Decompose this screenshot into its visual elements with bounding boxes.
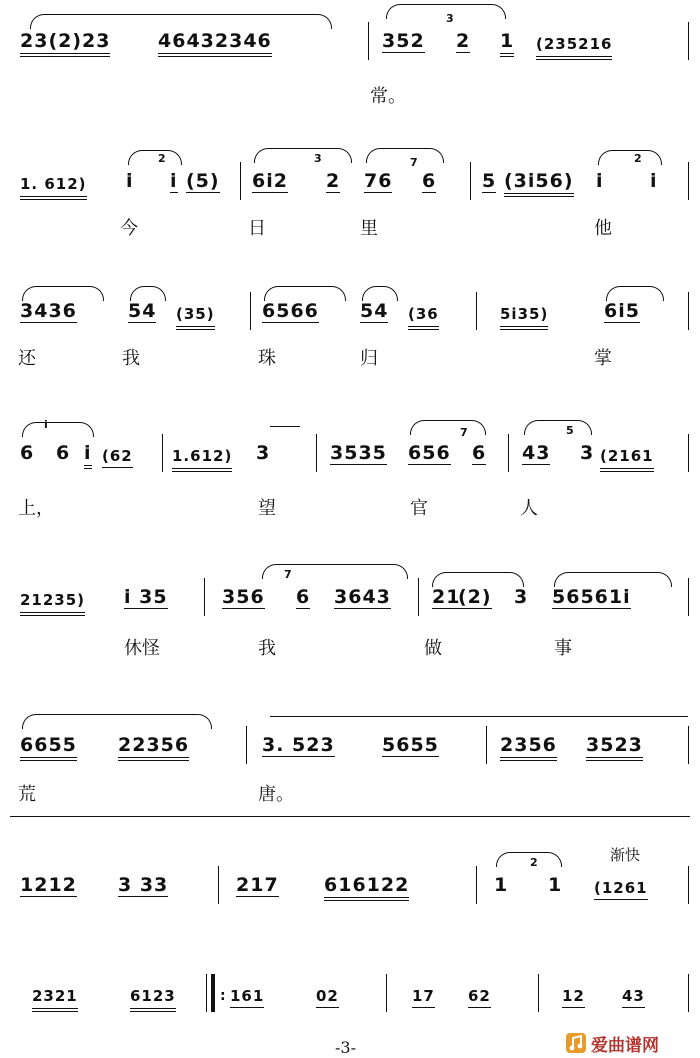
lyric: 日	[248, 218, 266, 239]
barline	[162, 434, 163, 472]
grace-note: 3	[314, 152, 322, 165]
barline	[240, 162, 241, 200]
note-group: 352	[382, 30, 425, 52]
note-group: :	[220, 988, 227, 1004]
barline	[246, 726, 247, 764]
lyrics-line	[0, 634, 700, 660]
watermark-logo	[565, 1030, 700, 1056]
note-group: 6	[422, 170, 437, 192]
lyric: 事	[554, 638, 572, 659]
barline	[418, 578, 419, 616]
note-group: 6	[296, 586, 311, 608]
lyric: 常。	[370, 86, 406, 107]
barline	[368, 22, 369, 60]
note-group: 5i35)	[500, 303, 548, 330]
note-group: 22356	[118, 734, 189, 761]
note-group: 616122	[324, 874, 409, 901]
notes-line	[0, 982, 700, 1022]
barline	[470, 162, 471, 200]
lyric: 掌	[594, 348, 612, 369]
note-group: 2321	[32, 985, 78, 1012]
note-group: 1	[500, 30, 514, 57]
lyric: 荒	[18, 784, 36, 805]
slur	[598, 150, 662, 165]
note-group: 62	[468, 985, 491, 1008]
note-group: 6566	[262, 300, 319, 322]
tempo-marking: 渐快	[610, 846, 641, 864]
note-group: (1261	[594, 877, 648, 900]
lyric: 我	[258, 638, 276, 659]
slur	[496, 852, 562, 867]
note-group: 2	[326, 170, 341, 192]
slur	[22, 422, 94, 437]
lyrics-line	[0, 494, 700, 520]
note-group: 3 33	[118, 874, 169, 896]
slur	[606, 286, 664, 301]
slur	[410, 420, 486, 435]
lyric: 今	[120, 218, 138, 239]
notes-line	[0, 418, 700, 482]
note-group: 1. 612)	[20, 173, 87, 200]
lyric: 归	[360, 348, 378, 369]
note-group: i	[84, 442, 92, 469]
note-group: 21	[432, 586, 461, 608]
lyric: 休怪	[124, 638, 160, 659]
lyric: 做	[424, 638, 442, 659]
note-group: 1	[548, 874, 563, 896]
slur	[270, 426, 300, 428]
lyrics-line	[0, 780, 700, 806]
grace-note: 2	[158, 152, 166, 165]
note-group: i	[170, 170, 178, 192]
lyric: 他	[594, 218, 612, 239]
lyric: 人	[520, 498, 538, 519]
lyric: 里	[360, 218, 378, 239]
barline	[218, 866, 219, 904]
barline	[688, 974, 689, 1012]
lyric: 官	[410, 498, 428, 519]
barline	[688, 434, 689, 472]
grace-note: 7	[460, 426, 468, 439]
barline	[486, 726, 487, 764]
slur	[524, 420, 592, 435]
note-group: (36	[408, 303, 439, 330]
slur	[30, 14, 332, 29]
lyric: 还	[18, 348, 36, 369]
slur	[362, 286, 398, 301]
grace-note: 7	[410, 156, 418, 169]
notes-line	[0, 12, 700, 70]
note-group: 6123	[130, 985, 176, 1012]
note-group: 2	[456, 30, 471, 52]
grace-note: 5	[566, 424, 574, 437]
note-group: (2)	[458, 586, 492, 608]
note-group: 21235)	[20, 589, 85, 616]
note-group: 1.612)	[172, 445, 232, 472]
barline	[688, 578, 689, 616]
note-group: (62	[102, 445, 133, 468]
note-group: 76	[364, 170, 393, 192]
note-group: 656	[408, 442, 451, 464]
slur	[264, 286, 346, 301]
slur	[554, 572, 672, 587]
grace-note: 2	[634, 152, 642, 165]
note-group: 43	[522, 442, 551, 464]
grace-note: i	[44, 418, 48, 431]
note-group: 54	[360, 300, 389, 322]
grace-note: 7	[284, 568, 292, 581]
note-group: 5655	[382, 734, 439, 756]
lyric: 珠	[258, 348, 276, 369]
note-group: (2161	[600, 445, 654, 472]
note-group: (5)	[186, 170, 220, 192]
note-group: 3535	[330, 442, 387, 464]
note-group: 6655	[20, 734, 77, 761]
note-group: i	[126, 170, 134, 192]
note-group: 2356	[500, 734, 557, 761]
note-group: (3i56)	[504, 170, 574, 197]
note-group: 12	[562, 985, 585, 1008]
barline	[316, 434, 317, 472]
lyric: 唐。	[258, 784, 294, 805]
note-group: 17	[412, 985, 435, 1008]
note-group: 3	[580, 442, 595, 464]
grace-note: 3	[446, 12, 454, 25]
note-group: 43	[622, 985, 645, 1008]
slur	[130, 286, 166, 301]
note-group: i	[596, 170, 604, 192]
page-number: -3-	[335, 1038, 356, 1057]
barline	[211, 974, 215, 1012]
note-group: 6	[56, 442, 71, 464]
barline	[206, 974, 207, 1012]
note-group: 6i2	[252, 170, 288, 192]
lyric: 我	[122, 348, 140, 369]
note-group: 3. 523	[262, 734, 335, 756]
note-group: 1212	[20, 874, 77, 896]
note-group: 46432346	[158, 30, 272, 57]
grace-note: 2	[530, 856, 538, 869]
slur	[10, 816, 690, 818]
slur	[366, 148, 444, 163]
notes-line	[0, 568, 700, 626]
notes-line	[0, 734, 700, 774]
barline	[538, 974, 539, 1012]
note-group: 5	[482, 170, 497, 192]
slur	[270, 716, 688, 718]
barline	[476, 866, 477, 904]
note-group: 56561i	[552, 586, 631, 608]
notes-line	[0, 300, 700, 340]
note-group: 6	[472, 442, 487, 464]
barline	[508, 434, 509, 472]
music-note-icon	[565, 1032, 587, 1054]
note-group: i 35	[124, 586, 168, 608]
notes-line	[0, 152, 700, 210]
slur	[432, 572, 524, 587]
slur	[128, 150, 182, 165]
barline	[688, 726, 689, 764]
lyrics-line	[0, 214, 700, 240]
note-group: 3523	[586, 734, 643, 761]
note-group: 3	[256, 442, 271, 464]
notes-line	[0, 846, 700, 914]
barline	[386, 974, 387, 1012]
barline	[250, 292, 251, 330]
note-group: 6i5	[604, 300, 640, 322]
lyrics-line	[0, 82, 700, 108]
barline	[476, 292, 477, 330]
barline	[688, 162, 689, 200]
lyric: 上，	[18, 498, 54, 519]
note-group: 54	[128, 300, 157, 322]
note-group: 3	[514, 586, 529, 608]
barline	[688, 292, 689, 330]
note-group: 23(2)23	[20, 30, 110, 57]
note-group: 3643	[334, 586, 391, 608]
note-group: 217	[236, 874, 279, 896]
watermark-text: 爱曲谱网	[591, 1035, 659, 1056]
note-group: i	[650, 170, 658, 192]
lyrics-line	[0, 344, 700, 370]
slur	[22, 286, 104, 301]
barline	[204, 578, 205, 616]
slur	[254, 148, 352, 163]
slur	[22, 714, 212, 729]
note-group: (235216	[536, 33, 612, 60]
note-group: 6	[20, 442, 35, 464]
note-group: (35)	[176, 303, 215, 330]
note-group: 02	[316, 985, 339, 1008]
note-group: 161	[230, 985, 264, 1008]
barline	[688, 22, 689, 60]
note-group: 356	[222, 586, 265, 608]
note-group: 1	[494, 874, 509, 896]
note-group: 3436	[20, 300, 77, 322]
lyric: 望	[258, 498, 276, 519]
barline	[688, 866, 689, 904]
